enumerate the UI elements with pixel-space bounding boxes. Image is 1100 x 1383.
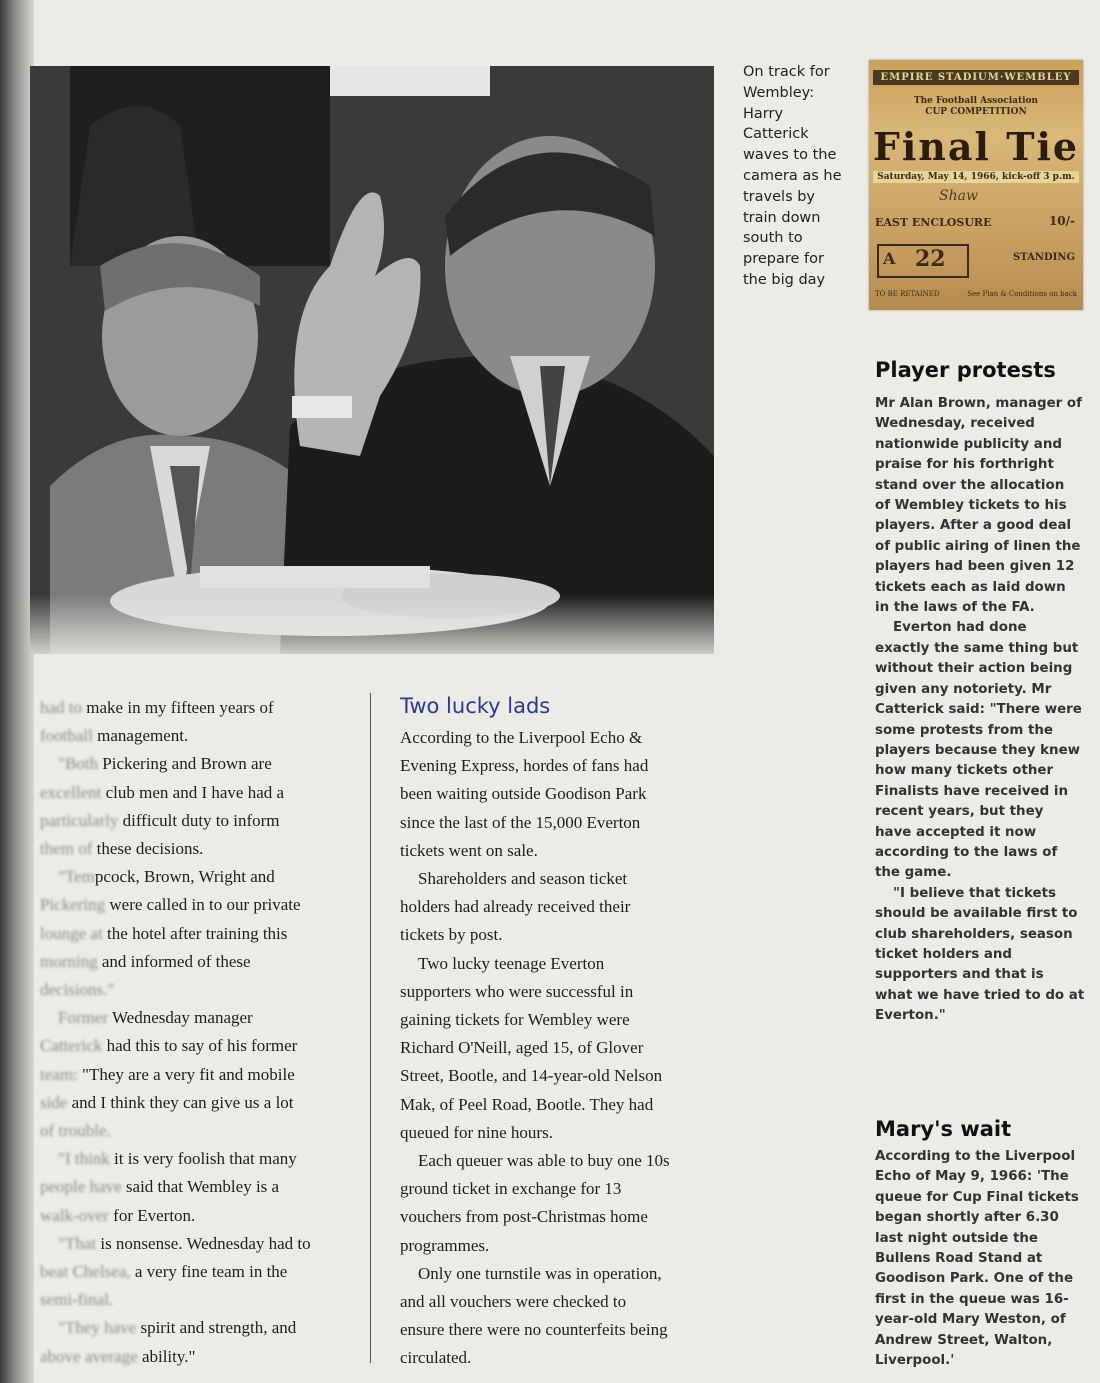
left-column-line [40,807,352,835]
faded-text: beat Chelsea, [40,1262,135,1282]
mid-column-line: been waiting outside Goodison Park [400,784,647,804]
faded-text: excellent [40,782,106,802]
left-column-line [40,1173,352,1201]
protests-line: Catterick said: "There were [875,702,1082,718]
protests-line: supporters and that is [875,967,1044,983]
line-text: difficult duty to inform [122,810,280,830]
mid-column-line: and all vouchers were checked to [400,1292,627,1312]
line-text: for Everton. [113,1205,196,1225]
protests-line: players had been given 12 [875,559,1075,575]
ticket-signature: Shaw [939,188,978,204]
player-protests-heading: Player protests [875,358,1056,382]
marys-line: Goodison Park. One of the [875,1271,1074,1287]
ticket-association-line: The Football Association [913,96,1039,106]
mid-column-line: Street, Bootle, and 14-year-old Nelson [400,1066,663,1086]
line-text: said that Wembley is a [125,1177,280,1197]
faded-text: walk-over [40,1205,114,1225]
caption-line: south to [743,230,803,247]
line-text: Pickering and Brown are [102,754,272,774]
protests-line: club shareholders, season [875,926,1073,942]
protests-line: praise for his forthright [875,457,1054,473]
left-column-line [40,1145,352,1173]
left-column-line [40,1004,352,1032]
marys-line: Andrew Street, Walton, [875,1332,1053,1348]
marys-line: began shortly after 6.30 [875,1210,1059,1226]
left-column-line [40,1258,352,1286]
protests-line: what we have tried to do at [875,987,1085,1003]
ticket-association [869,96,1083,118]
ticket-footer-left: TO BE RETAINED [875,290,940,298]
line-text: and I think they can give us a lot [71,1092,294,1112]
protests-line: of public airing of linen the [875,538,1081,554]
faded-text: lounge at [40,923,108,943]
mid-column-line: supporters who were successful in [400,981,634,1001]
mid-column-line: tickets by post. [400,925,503,945]
protests-line: players. After a good deal [875,518,1072,534]
mid-column-line: ensure there were no counterfeits being [400,1320,668,1340]
left-column-line [40,1032,352,1060]
faded-text: Pickering [40,895,110,915]
mid-column-line: Evening Express, hordes of fans had [400,756,649,776]
mid-column-line: vouchers from post-Christmas home [400,1207,648,1227]
faded-text: "Both [58,754,103,774]
player-protests-body [875,394,1087,1027]
mid-column-line: circulated. [400,1348,472,1368]
protests-line: without their action being [875,661,1073,677]
left-column-line [40,694,352,722]
caption-line: prepare for [743,251,824,268]
left-column-line [40,779,352,807]
protests-line: players because they knew [875,742,1081,758]
protests-line: nationwide publicity and [875,436,1062,452]
protests-line: "I believe that tickets [893,885,1056,901]
marys-line: According to the Liverpool [875,1149,1076,1164]
protests-line: of Wembley tickets to his [875,498,1067,514]
left-column-line [40,948,352,976]
left-column-line [40,1061,352,1089]
protests-line: stand over the allocation [875,477,1065,493]
faded-text: football [40,726,98,746]
mid-column-line: tickets went on sale. [400,840,538,860]
line-text: "They are a very fit and mobile [82,1064,295,1084]
marys-line: Liverpool.' [875,1353,955,1369]
column-divider [370,693,371,1363]
faded-text: "They have [58,1318,141,1338]
left-column-line [40,1117,352,1145]
faded-text: team: [40,1064,83,1084]
photo-caption [743,62,843,291]
protests-line: have accepted it now [875,824,1037,840]
caption-line: Harry [743,105,784,122]
ticket-title: Final Tie [872,124,1080,169]
protests-line: the game. [875,865,952,881]
mid-column-line: Shareholders and season ticket [418,869,628,889]
faded-text: people have [40,1177,126,1197]
protests-line: recent years, but they [875,804,1044,820]
marys-wait-heading: Mary's wait [875,1117,1012,1141]
line-text: it is very foolish that many [114,1149,297,1169]
protests-line: according to the laws of [875,844,1058,860]
protests-line: given any notoriety. Mr [875,681,1052,697]
left-column-line [40,920,352,948]
left-column-text [40,694,352,1371]
left-column-line [40,1202,352,1230]
faded-text: morning [40,951,102,971]
ticket-footer-right: See Plan & Conditions on back [967,290,1077,298]
ticket-competition-line: CUP COMPETITION [925,107,1027,117]
line-text: were called in to our private [109,895,301,915]
mid-column-line: queued for nine hours. [400,1122,553,1142]
caption-line: Wembley: [743,84,815,101]
ticket-enclosure: EAST ENCLOSURE [875,216,992,229]
marys-line: Bullens Road Stand at [875,1251,1043,1267]
faded-text: decisions." [40,980,115,1000]
protests-line: Everton." [875,1008,946,1024]
faded-text: Catterick [40,1036,107,1056]
faded-text: semi-final. [40,1290,114,1310]
protests-line: Mr Alan Brown, manager of [875,396,1082,411]
caption-line: camera as he [743,167,842,184]
ticket-number: 22 [915,246,946,272]
ticket-standing: STANDING [1012,252,1075,263]
mid-column-line: holders had already received their [400,897,631,917]
line-text: club men and I have had a [105,782,285,802]
caption-line: waves to the [743,147,837,164]
left-column-line [40,750,352,778]
photo-fade [30,594,714,654]
marys-line: first in the queue was 16- [875,1291,1069,1307]
mid-column-line: Two lucky teenage Everton [418,953,605,973]
line-text: spirit and strength, and [140,1318,297,1338]
left-column-line [40,1230,352,1258]
protests-line: Wednesday, received [875,416,1035,432]
mid-column-line: ground ticket in exchange for 13 [400,1179,622,1199]
protests-line: Finalists have received in [875,783,1069,799]
faded-text: of trouble. [40,1121,111,1141]
photo-illustration [30,66,714,654]
caption-line: On track for [743,64,830,80]
faded-text: "Tem [58,867,95,887]
caption-line: travels by [743,188,816,205]
faded-text: had to [40,698,87,717]
protests-line: ticket holders and [875,946,1012,962]
ticket-footer [875,290,1077,298]
marys-wait-body [875,1147,1087,1371]
line-text: Wednesday manager [112,1008,253,1028]
left-column-line [40,863,352,891]
caption-line: Catterick [743,126,809,143]
line-text: make in my fifteen years of [86,698,274,717]
line-text: and informed of these [101,951,251,971]
marys-line: Echo of May 9, 1966: 'The [875,1169,1069,1185]
left-column-line [40,1343,352,1371]
protests-line: Everton had done [893,620,1027,636]
faded-text: Former [58,1008,112,1028]
mid-column-text [400,724,730,1373]
mid-column-line: Mak, of Peel Road, Bootle. They had [400,1094,654,1114]
marys-line: year-old Mary Weston, of [875,1312,1066,1328]
left-column-line [40,835,352,863]
left-column-line [40,1089,352,1117]
line-text: management. [97,726,189,746]
left-column-line [40,722,352,750]
left-column-line [40,1314,352,1342]
cup-final-ticket [869,60,1083,310]
protests-line: should be available first to [875,906,1078,922]
left-column-line [40,1286,352,1314]
line-text: these decisions. [96,839,204,859]
protests-line: exactly the same thing but [875,640,1079,656]
mid-column-line: gaining tickets for Wembley were [400,1010,630,1030]
mid-column-line: Only one turnstile was in operation, [418,1263,662,1283]
line-text: is nonsense. Wednesday had to [100,1233,311,1253]
line-text: ability." [141,1346,196,1366]
ticket-date: Saturday, May 14, 1966, kick-off 3 p.m. [873,171,1079,183]
line-text: pcock, Brown, Wright and [94,867,275,887]
line-text: a very fine team in the [134,1262,288,1282]
faded-text: "I think [58,1149,115,1169]
faded-text: above average [40,1346,142,1366]
caption-line: the big day [743,271,826,288]
protests-line: in the laws of the FA. [875,600,1035,616]
catterick-photo [30,66,714,654]
marys-line: last night outside the [875,1230,1039,1246]
mid-column-line: programmes. [400,1235,490,1255]
faded-text: "That [58,1233,101,1253]
left-column-line [40,976,352,1004]
ticket-price: 10/- [1048,214,1075,228]
faded-text: side [40,1092,72,1112]
line-text: had this to say of his former [106,1036,298,1056]
book-spine-shadow [0,0,34,1383]
marys-line: queue for Cup Final tickets [875,1189,1079,1205]
protests-line: tickets each as laid down [875,579,1066,595]
mid-column-line: since the last of the 15,000 Everton [400,812,641,832]
protests-line: how many tickets other [875,763,1054,779]
ticket-seat-box [877,244,969,278]
mid-column-line: Richard O'Neill, aged 15, of Glover [400,1038,644,1058]
two-lucky-lads-heading: Two lucky lads [400,694,551,718]
mid-column-line: Each queuer was able to buy one 10s [418,1151,670,1171]
mid-column-line: According to the Liverpool Echo & [400,728,643,747]
ticket-stadium: EMPIRE STADIUM·WEMBLEY [873,70,1079,85]
line-text: the hotel after training this [107,923,288,943]
ticket-row: A [883,249,896,268]
left-column-line [40,891,352,919]
protests-line: some protests from the [875,722,1054,738]
faded-text: particularly [40,810,123,830]
faded-text: them of [40,839,97,859]
caption-line: train down [743,209,821,226]
